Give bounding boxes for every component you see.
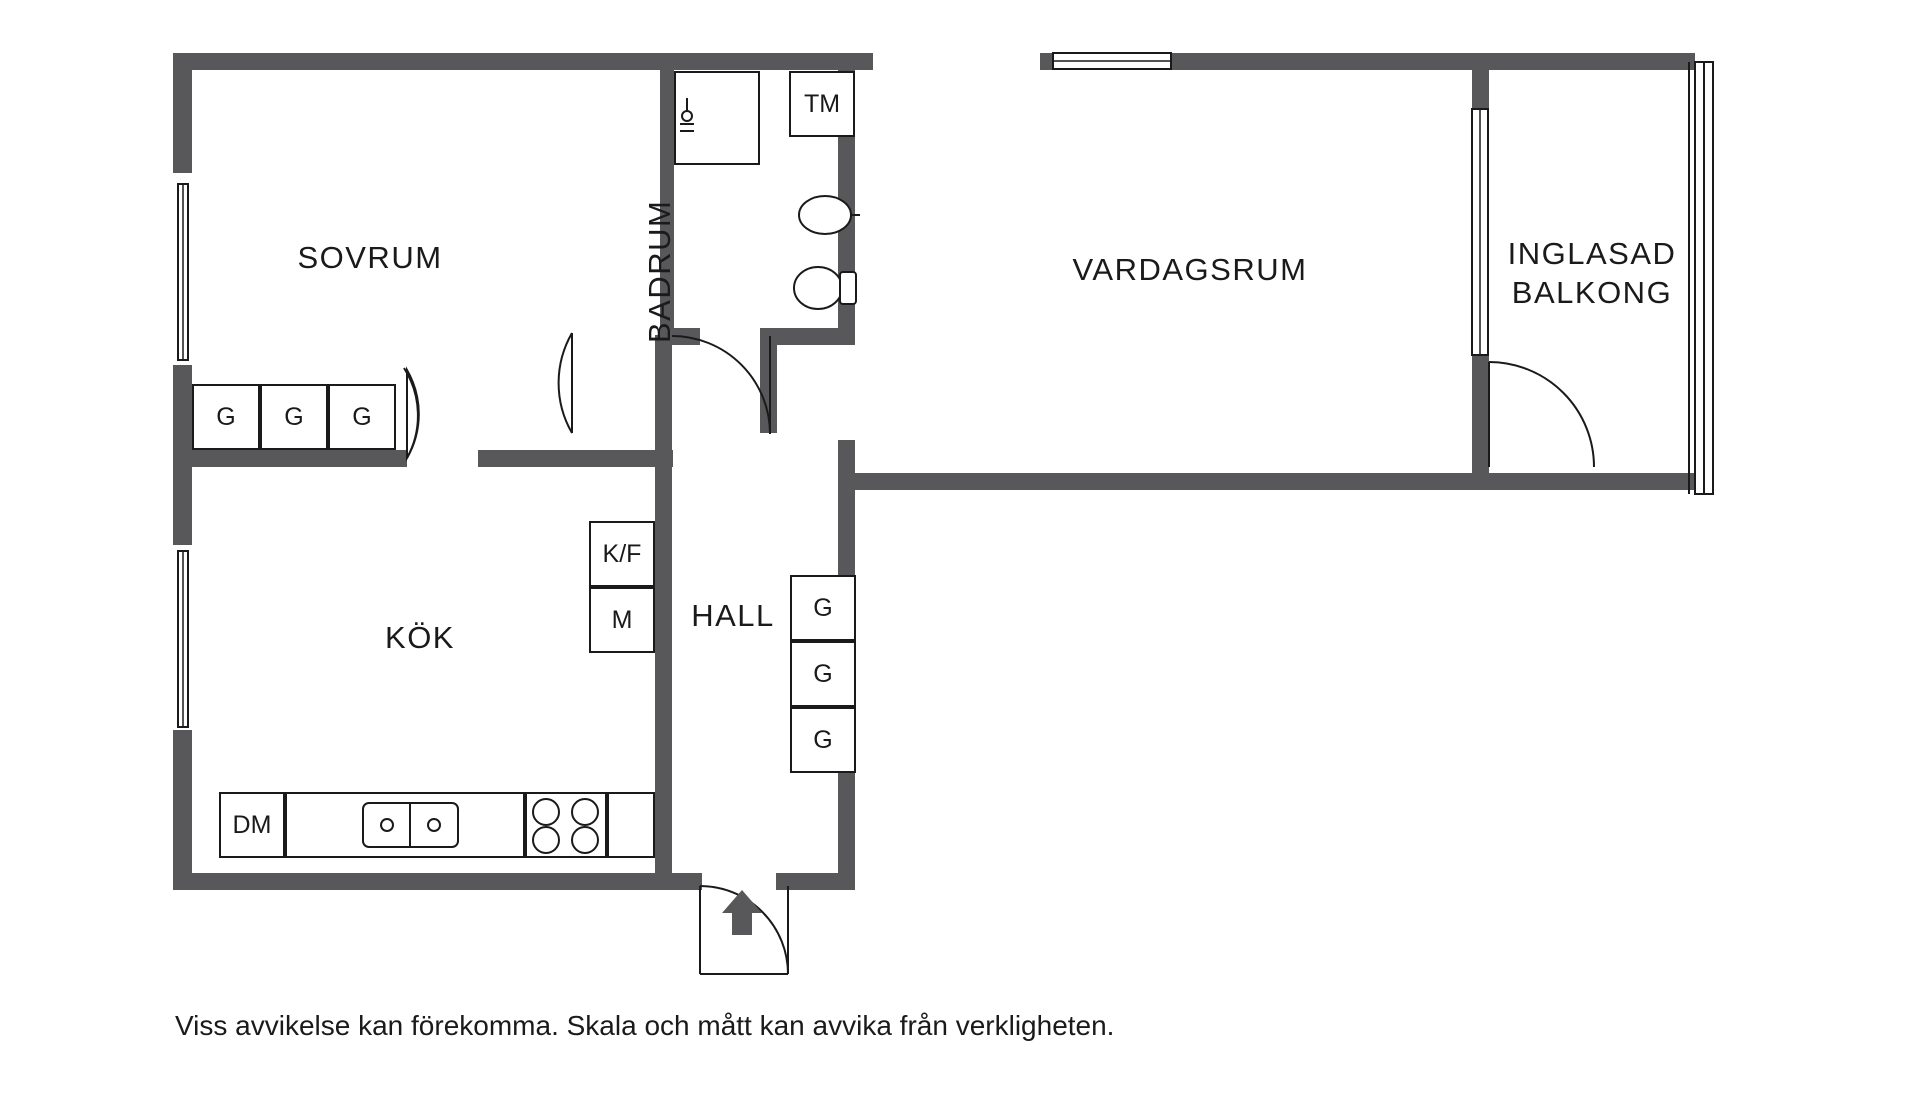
counter-right: [607, 792, 655, 858]
balcony-label-line1: INGLASAD: [1507, 236, 1677, 271]
wall-balcony-divider-bottom: [1472, 352, 1489, 490]
room-label-vardagsrum: VARDAGSRUM: [1072, 252, 1308, 287]
wall-bedroom-south: [192, 450, 407, 467]
wall-bedroom-door-jamb: [655, 335, 672, 467]
wall-bathroom-door-jamb: [760, 328, 777, 433]
wall-kitchen-right-lower: [655, 770, 672, 875]
stove: [525, 792, 607, 858]
wardrobe-label: G: [813, 725, 833, 754]
wardrobe-hall-1: [790, 575, 856, 641]
wardrobe-label: G: [813, 593, 833, 622]
tm-label: TM: [803, 89, 841, 118]
wall-balcony-top: [1489, 53, 1695, 70]
washing-machine-tm: [789, 71, 855, 137]
wall-top-left: [173, 53, 873, 70]
dishwasher-dm: [219, 792, 285, 858]
room-label-kok: KÖK: [385, 620, 455, 655]
wall-balcony-divider-top: [1472, 70, 1489, 110]
wall-bottom-hall-left: [672, 873, 702, 890]
wall-left-outer-mid: [173, 365, 192, 545]
shower-cubicle: [674, 71, 760, 165]
fridge-freezer-kf: [589, 521, 655, 587]
room-label-badrum: BADRUM: [642, 199, 677, 343]
wardrobe-hall-3: [790, 707, 856, 773]
wall-kitchen-right: [655, 467, 672, 667]
wall-bedroom-south-right: [478, 450, 673, 467]
wardrobe-bedroom-2: [260, 384, 328, 450]
window-bedroom-left: [177, 183, 189, 361]
window-kitchen-left: [177, 550, 189, 728]
wardrobe-label: G: [352, 402, 372, 431]
wall-balcony-bottom: [1489, 473, 1695, 490]
wardrobe-label: G: [216, 402, 236, 431]
wall-left-outer: [173, 53, 192, 173]
window-balcony-door: [1471, 108, 1489, 356]
wall-bottom-kitchen: [173, 873, 693, 890]
room-label-hall: HALL: [691, 598, 775, 633]
m-label: M: [611, 605, 633, 634]
wardrobe-bedroom-1: [192, 384, 260, 450]
room-label-sovrum: SOVRUM: [297, 240, 443, 275]
wardrobe-label: G: [813, 659, 833, 688]
microwave-m: [589, 587, 655, 653]
disclaimer-caption: Viss avvikelse kan förekomma. Skala och mått kan avvika från verkligheten.: [175, 1010, 1115, 1041]
room-label-inglasad-balkong: [1508, 235, 1677, 313]
window-livingroom-top: [1052, 52, 1172, 70]
kf-label: K/F: [602, 539, 642, 568]
wall-livingroom-south: [838, 473, 1478, 490]
kitchen-counter: [285, 792, 525, 858]
balcony-label-line2: BALKONG: [1511, 274, 1673, 310]
wardrobe-label: G: [284, 402, 304, 431]
wall-left-outer-low: [173, 730, 192, 890]
wardrobe-hall-2: [790, 641, 856, 707]
dm-label: DM: [232, 810, 272, 839]
wardrobe-bedroom-3: [328, 384, 396, 450]
